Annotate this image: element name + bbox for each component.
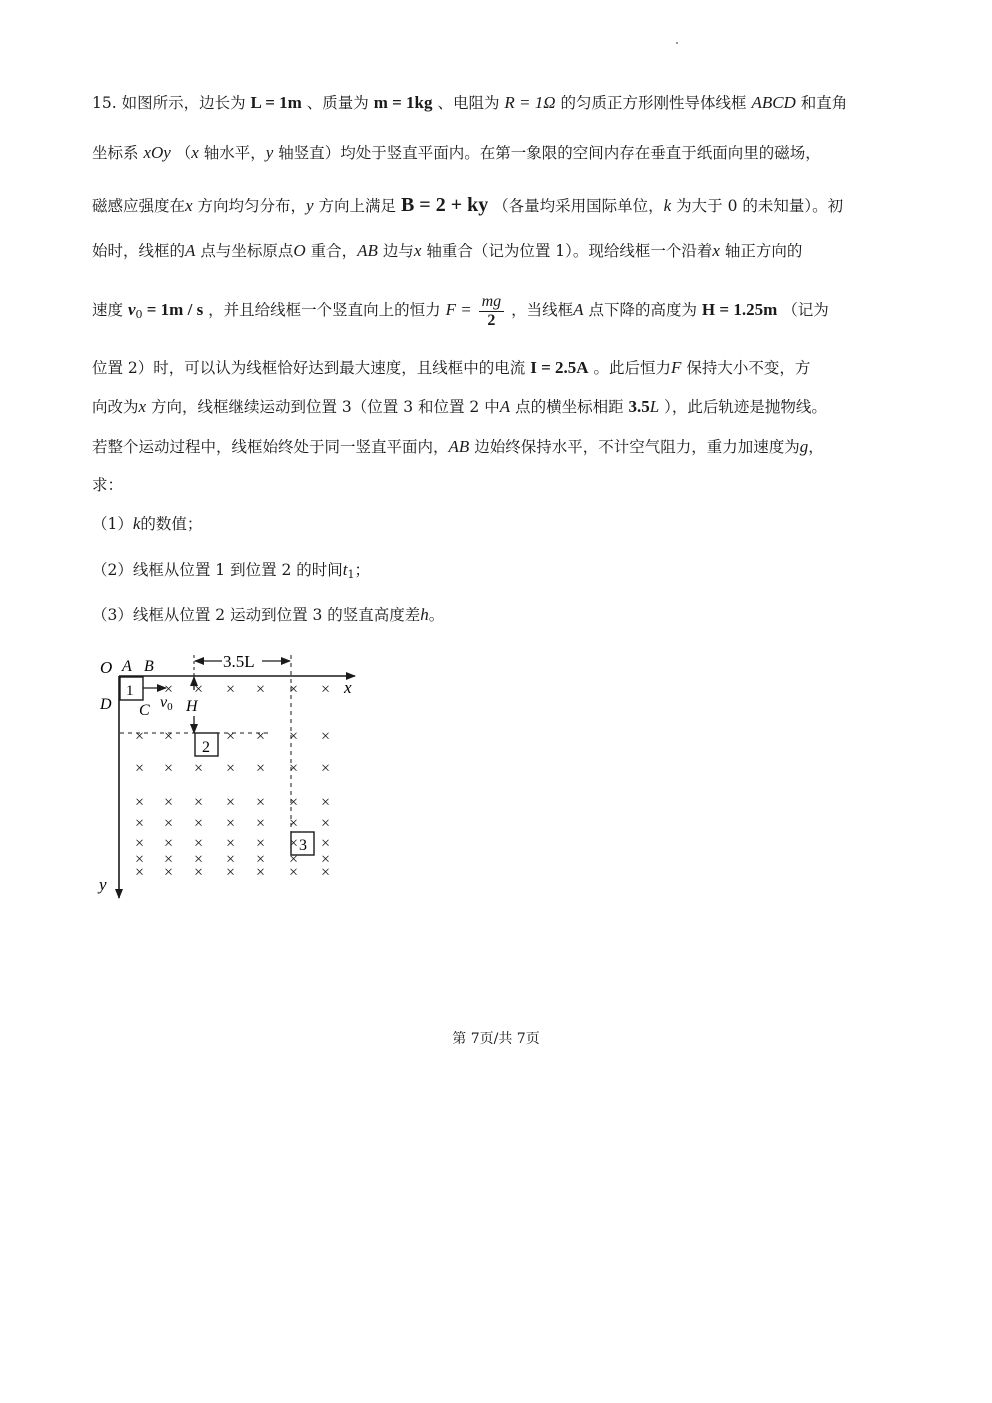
drop-height: H = 1.25m bbox=[701, 300, 778, 319]
field-formula: B = 2 + ky bbox=[400, 194, 489, 216]
field-mark: × bbox=[321, 728, 331, 745]
question-2: （2）线框从位置 1 到位置 2 的时间$t_1$； bbox=[92, 560, 371, 581]
field-mark: × bbox=[194, 815, 204, 832]
field-mark: × bbox=[226, 728, 236, 745]
field-mark: × bbox=[321, 794, 331, 811]
corner-b-label: B bbox=[144, 658, 154, 675]
force-fraction: $\frac{mg}{2}$ bbox=[479, 293, 505, 330]
problem-line-7: 向改为x 方向，线框继续运动到位置 3（位置 3 和位置 2 中A 点的横坐标相距 3.5L ），此后轨迹是抛物线。 bbox=[92, 397, 827, 416]
field-mark: × bbox=[164, 794, 174, 811]
field-mark: × bbox=[226, 864, 236, 881]
distance-label: 3.5L bbox=[223, 652, 255, 671]
field-mark: × bbox=[256, 864, 266, 881]
position-1-label: 1 bbox=[126, 683, 134, 699]
magnetic-field-figure bbox=[90, 645, 390, 905]
field-mark: × bbox=[321, 851, 331, 868]
problem-line-1: 15. 如图所示，边长为 L = 1m 、质量为 m = 1kg 、电阻为 R = 1Ω 的匀质正方形刚性导体线框 ABCD 和直角 bbox=[92, 93, 848, 112]
field-mark: × bbox=[164, 835, 174, 852]
field-mark: × bbox=[289, 794, 299, 811]
field-mark: × bbox=[135, 864, 145, 881]
field-mark: × bbox=[256, 794, 266, 811]
field-mark: × bbox=[226, 794, 236, 811]
x-axis-label: x bbox=[344, 678, 352, 697]
mass: m = 1kg bbox=[373, 93, 433, 112]
question-1: （1）k的数值； bbox=[92, 514, 203, 533]
field-mark: × bbox=[289, 760, 299, 777]
field-mark: × bbox=[256, 760, 266, 777]
y-axis-label: y bbox=[99, 875, 107, 894]
field-mark: × bbox=[226, 760, 236, 777]
field-mark: × bbox=[164, 760, 174, 777]
page-footer: 第 7页/共 7页 bbox=[452, 1031, 540, 1047]
field-mark: × bbox=[135, 794, 145, 811]
problem-line-5: 速度 $v_0 = 1m / s$ ，并且给线框一个竖直向上的恒力 F = $\frac{mg}{2}$ ，当线框A 点下降的高度为 H = 1.25m （记为 bbox=[92, 292, 829, 329]
field-mark: × bbox=[135, 835, 145, 852]
field-mark: × bbox=[194, 864, 204, 881]
field-mark: × bbox=[194, 794, 204, 811]
field-mark: × bbox=[321, 681, 331, 698]
field-mark: × bbox=[321, 760, 331, 777]
question-3: （3）线框从位置 2 运动到位置 3 的竖直高度差h。 bbox=[92, 605, 445, 624]
field-mark: × bbox=[194, 835, 204, 852]
problem-line-4: 始时，线框的A 点与坐标原点O 重合，AB 边与x 轴重合（记为位置 1）。现给线框一个沿着x 轴正方向的 bbox=[92, 241, 803, 260]
problem-line-3: 磁感应强度在x 方向均匀分布，y 方向上满足 B = 2 + ky （各量均采用国际单位，k 为大于 0 的未知量）。初 bbox=[92, 194, 844, 216]
field-mark: × bbox=[289, 815, 299, 832]
field-mark: × bbox=[135, 728, 145, 745]
field-mark: × bbox=[256, 728, 266, 745]
field-mark: × bbox=[194, 681, 204, 698]
corner-a-label: A bbox=[122, 658, 132, 675]
field-mark: × bbox=[135, 851, 145, 868]
speck bbox=[676, 42, 678, 44]
field-mark: × bbox=[135, 760, 145, 777]
field-mark: × bbox=[164, 851, 174, 868]
position-3-label: 3 bbox=[299, 837, 307, 854]
current: I = 2.5A bbox=[530, 358, 589, 377]
field-mark: × bbox=[289, 681, 299, 698]
side-length: L = 1m bbox=[250, 93, 302, 112]
field-mark: × bbox=[164, 864, 174, 881]
horizontal-distance: 3.5 bbox=[628, 397, 650, 416]
resistance: R = 1Ω bbox=[504, 93, 556, 112]
field-mark: × bbox=[164, 728, 174, 745]
initial-velocity: = 1m / s bbox=[142, 300, 204, 319]
velocity-label: v0 bbox=[160, 694, 173, 713]
problem-line-9: 求： bbox=[92, 476, 124, 494]
field-mark: × bbox=[289, 835, 299, 852]
field-mark: × bbox=[256, 681, 266, 698]
field-mark: × bbox=[164, 681, 174, 698]
corner-d-label: D bbox=[100, 696, 112, 713]
field-mark: × bbox=[194, 760, 204, 777]
field-mark: × bbox=[289, 851, 299, 868]
field-mark: × bbox=[226, 681, 236, 698]
position-2-label: 2 bbox=[202, 739, 210, 756]
problem-line-8: 若整个运动过程中，线框始终处于同一竖直平面内，AB 边始终保持水平，不计空气阻力，重力加速度为g， bbox=[92, 437, 824, 456]
field-mark: × bbox=[256, 835, 266, 852]
height-label: H bbox=[186, 698, 198, 715]
problem-line-6: 位置 2）时，可以认为线框恰好达到最大速度，且线框中的电流 I = 2.5A 。此后恒力F 保持大小不变，方 bbox=[92, 358, 811, 377]
field-mark: × bbox=[226, 815, 236, 832]
field-mark: × bbox=[164, 815, 174, 832]
field-mark: × bbox=[321, 835, 331, 852]
origin-label: O bbox=[100, 658, 113, 677]
field-mark: × bbox=[194, 851, 204, 868]
problem-line-2: 坐标系 xOy （x 轴水平，y 轴竖直）均处于竖直平面内。在第一象限的空间内存在垂直于纸面向里的磁场， bbox=[92, 143, 821, 162]
field-mark: × bbox=[321, 864, 331, 881]
field-mark: × bbox=[289, 728, 299, 745]
field-mark: × bbox=[226, 835, 236, 852]
problem-number: 15. bbox=[92, 94, 117, 112]
field-mark: × bbox=[256, 851, 266, 868]
field-mark: × bbox=[226, 851, 236, 868]
field-mark: × bbox=[256, 815, 266, 832]
field-mark: × bbox=[135, 815, 145, 832]
corner-c-label: C bbox=[139, 702, 150, 719]
field-mark: × bbox=[289, 864, 299, 881]
field-mark: × bbox=[321, 815, 331, 832]
